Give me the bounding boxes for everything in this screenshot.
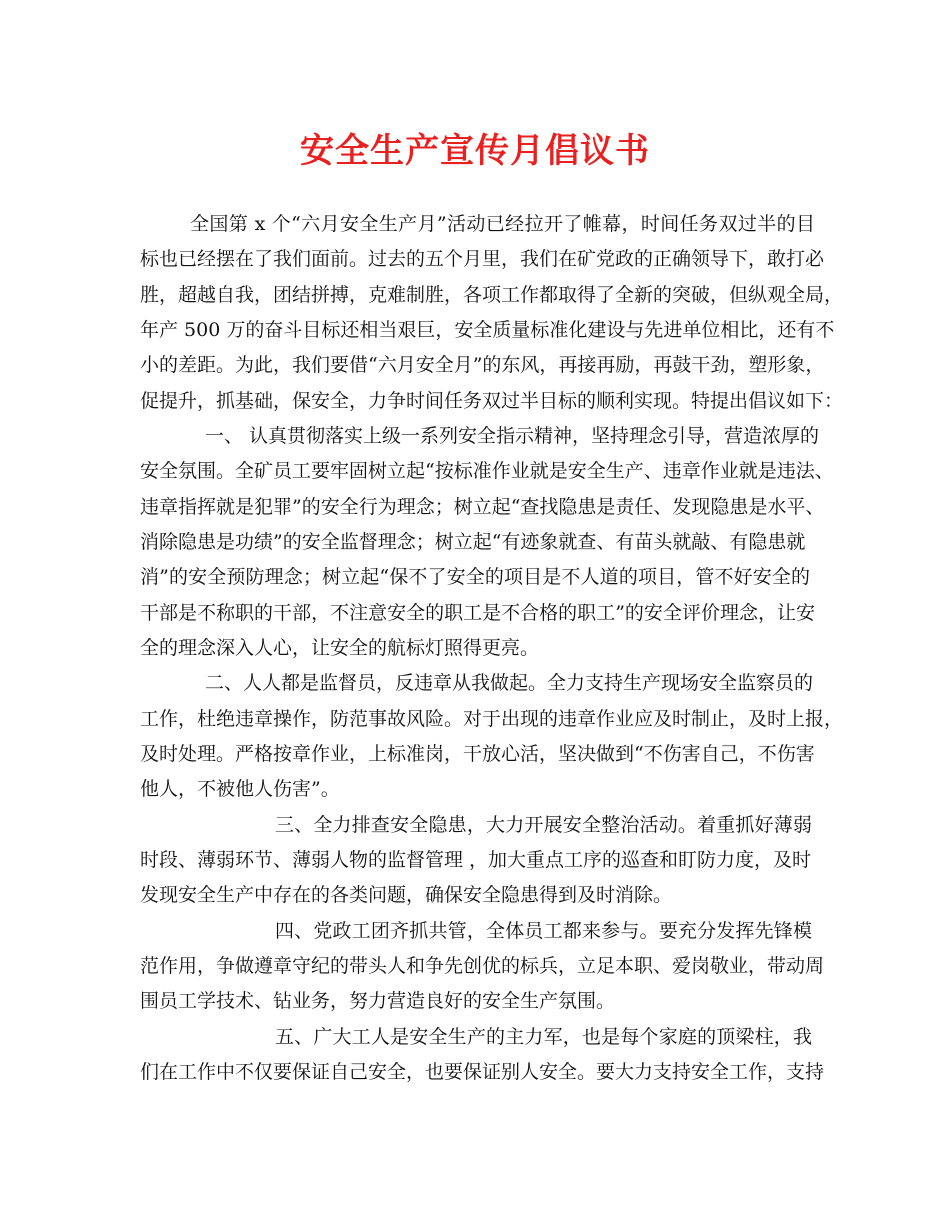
paragraph-line: 三、全力排查安全隐患，大力开展安全整治活动。着重抓好薄弱 xyxy=(275,814,812,836)
paragraph-line: 全的理念深入人心，让安全的航标灯照得更亮。 xyxy=(140,637,540,659)
paragraph-line: 全国第 x 个“六月安全生产月”活动已经拉开了帷幕，时间任务双过半的目 xyxy=(190,213,815,235)
document-title: 安全生产宣传月倡议书 xyxy=(300,131,650,171)
paragraph-line: 二、人人都是监督员，反违章从我做起。全力支持生产现场安全监察员的 xyxy=(205,672,814,694)
paragraph-line: 围员工学技术、钻业务，努力营造良好的安全生产氛围。 xyxy=(140,990,616,1012)
paragraph-line: 安全氛围。全矿员工要牢固树立起“按标准作业就是安全生产、违章作业就是违法、 xyxy=(140,460,834,482)
paragraph-line: 促提升，抓基础，保安全，力争时间任务双过半目标的顺利实现。特提出倡议如下： xyxy=(140,390,844,412)
paragraph-line: 年产 500 万的奋斗目标还相当艰巨，安全质量标准化建设与先进单位相比，还有不 xyxy=(140,319,835,341)
paragraph-line: 消”的安全预防理念；树立起“保不了安全的项目是不人道的项目，管不好安全的 xyxy=(140,566,810,588)
paragraph-line: 范作用，争做遵章守纪的带头人和争先创优的标兵，立足本职、爱岗敬业，带动周 xyxy=(140,955,825,977)
paragraph-line: 一、 认真贯彻落实上级一系列安全指示精神，坚持理念引导，营造浓厚的 xyxy=(205,425,820,447)
paragraph-line: 胜，超越自我，团结拼搏，克难制胜，各项工作都取得了全新的突破，但纵观全局， xyxy=(140,284,844,306)
paragraph-line: 工作，杜绝违章操作，防范事故风险。对于出现的违章作业应及时制止，及时上报， xyxy=(140,708,844,730)
paragraph-line: 时段、薄弱环节、薄弱人物的监督管理 ，加大重点工序的巡查和盯防力度，及时 xyxy=(140,849,812,871)
paragraph-line: 五、广大工人是安全生产的主力军，也是每个家庭的顶梁柱，我 xyxy=(275,1026,812,1048)
paragraph-line: 们在工作中不仅要保证自己安全，也要保证别人安全。要大力支持安全工作，支持 xyxy=(140,1061,825,1083)
paragraph-line: 标也已经摆在了我们面前。过去的五个月里，我们在矿党政的正确领导下，敢打必 xyxy=(140,248,825,270)
paragraph-line: 他人，不被他人伤害”。 xyxy=(140,778,340,800)
paragraph-line: 消除隐患是功绩”的安全监督理念；树立起“有迹象就查、有苗头就敲、有隐患就 xyxy=(140,531,806,553)
paragraph-line: 发现安全生产中存在的各类问题，确保安全隐患得到及时消除。 xyxy=(140,884,673,906)
paragraph-line: 及时处理。严格按章作业，上标准岗，干放心活，坚决做到“不伤害自己，不伤害 xyxy=(140,743,815,765)
paragraph-line: 四、党政工团齐抓共管，全体员工都来参与。要充分发挥先锋模 xyxy=(275,920,812,942)
paragraph-line: 小的差距。为此，我们要借“六月安全月”的东风，再接再励，再鼓干劲，塑形象， xyxy=(140,354,825,376)
paragraph-line: 干部是不称职的干部，不注意安全的职工是不合格的职工”的安全评价理念，让安 xyxy=(140,602,815,624)
paragraph-line: 违章指挥就是犯罪”的安全行为理念；树立起“查找隐患是责任、发现隐患是水平、 xyxy=(140,496,825,518)
